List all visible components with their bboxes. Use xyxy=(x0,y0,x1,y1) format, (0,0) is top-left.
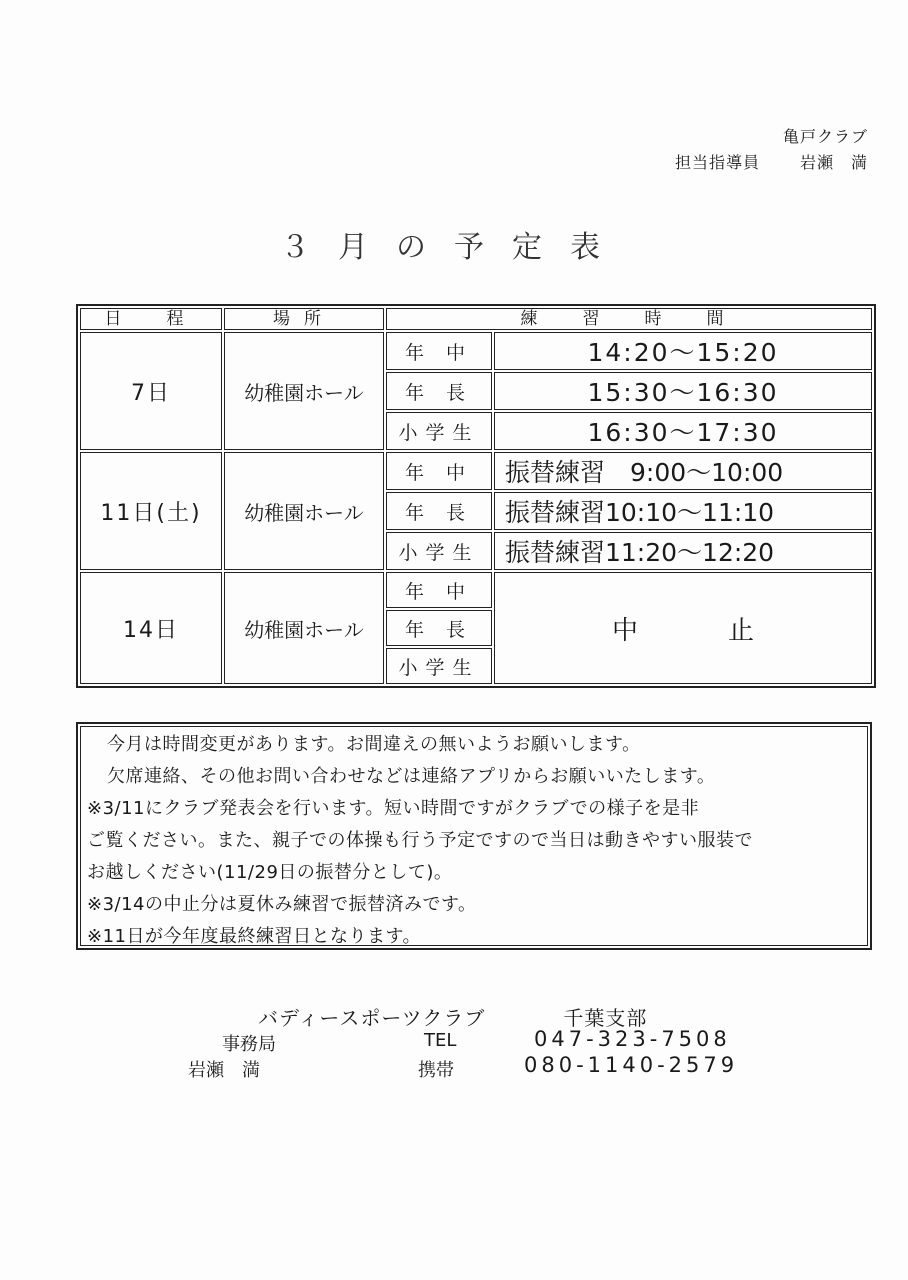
note-line: ※11日が今年度最終練習日となります。 xyxy=(87,926,422,947)
date-cell: 7日 xyxy=(80,332,222,450)
time-cell: 振替練習11:20～12:20 xyxy=(494,532,872,570)
note-line: ご覧ください。また、親子での体操も行う予定ですので当日は動きやすい服装で xyxy=(87,830,753,851)
mobile-number: 080-1140-2579 xyxy=(524,1053,739,1077)
page-title: ３月の予定表 xyxy=(280,230,628,265)
notes-box xyxy=(76,722,872,950)
place-cell: 幼稚園ホール xyxy=(224,332,384,450)
note-line: ※3/14の中止分は夏休み練習で振替済みです。 xyxy=(87,894,477,915)
header-date: 日 程 xyxy=(80,308,222,330)
grade-cell: 小学生 xyxy=(386,412,492,450)
cancelled-cell: 中止 xyxy=(494,572,872,684)
club-name: 亀戸クラブ xyxy=(782,127,868,146)
schedule-table xyxy=(76,304,876,688)
note-line: お越しください(11/29日の振替分として)。 xyxy=(87,862,453,883)
place-cell: 幼稚園ホール xyxy=(224,572,384,684)
table-header-row xyxy=(80,308,872,330)
footer-branch: 千葉支部 xyxy=(563,1006,648,1030)
grade-cell: 年 中 xyxy=(386,572,492,608)
time-cell: 14:20～15:20 xyxy=(494,332,872,370)
grade-cell: 年 中 xyxy=(386,332,492,370)
time-cell: 振替練習 9:00～10:00 xyxy=(494,452,872,490)
grade-cell: 小学生 xyxy=(386,532,492,570)
grade-cell: 年 長 xyxy=(386,372,492,410)
table-row xyxy=(80,452,872,490)
time-cell: 16:30～17:30 xyxy=(494,412,872,450)
tel-number: 047-323-7508 xyxy=(534,1027,731,1051)
instructor-line xyxy=(675,152,868,174)
header-place: 場所 xyxy=(224,308,384,330)
tel-label: TEL xyxy=(424,1030,457,1051)
grade-cell: 小学生 xyxy=(386,648,492,684)
office-label: 事務局 xyxy=(222,1034,276,1055)
grade-cell: 年 中 xyxy=(386,452,492,490)
header-practice-time: 練 習 時 間 xyxy=(386,308,872,330)
note-line: ※3/11にクラブ発表会を行います。短い時間ですがクラブでの様子を是非 xyxy=(87,798,700,819)
footer-org-name: バディースポーツクラブ xyxy=(258,1006,486,1030)
notes-inner xyxy=(80,726,868,946)
grade-cell: 年 長 xyxy=(386,492,492,530)
date-cell: 11日(土) xyxy=(80,452,222,570)
time-cell: 15:30～16:30 xyxy=(494,372,872,410)
instructor-role: 担当指導員 xyxy=(674,153,760,172)
note-line: 今月は時間変更があります。お間違えの無いようお願いします。 xyxy=(107,734,641,755)
date-cell: 14日 xyxy=(80,572,222,684)
table-row xyxy=(80,572,872,608)
note-line: 欠席連絡、その他お問い合わせなどは連絡アプリからお願いいたします。 xyxy=(107,766,716,787)
table-row xyxy=(80,332,872,370)
instructor-name: 岩瀬 満 xyxy=(799,153,868,172)
grade-cell: 年 長 xyxy=(386,610,492,646)
time-cell: 振替練習10:10～11:10 xyxy=(494,492,872,530)
place-cell: 幼稚園ホール xyxy=(224,452,384,570)
mobile-label: 携帯 xyxy=(418,1060,454,1081)
contact-person: 岩瀬 満 xyxy=(188,1060,260,1081)
